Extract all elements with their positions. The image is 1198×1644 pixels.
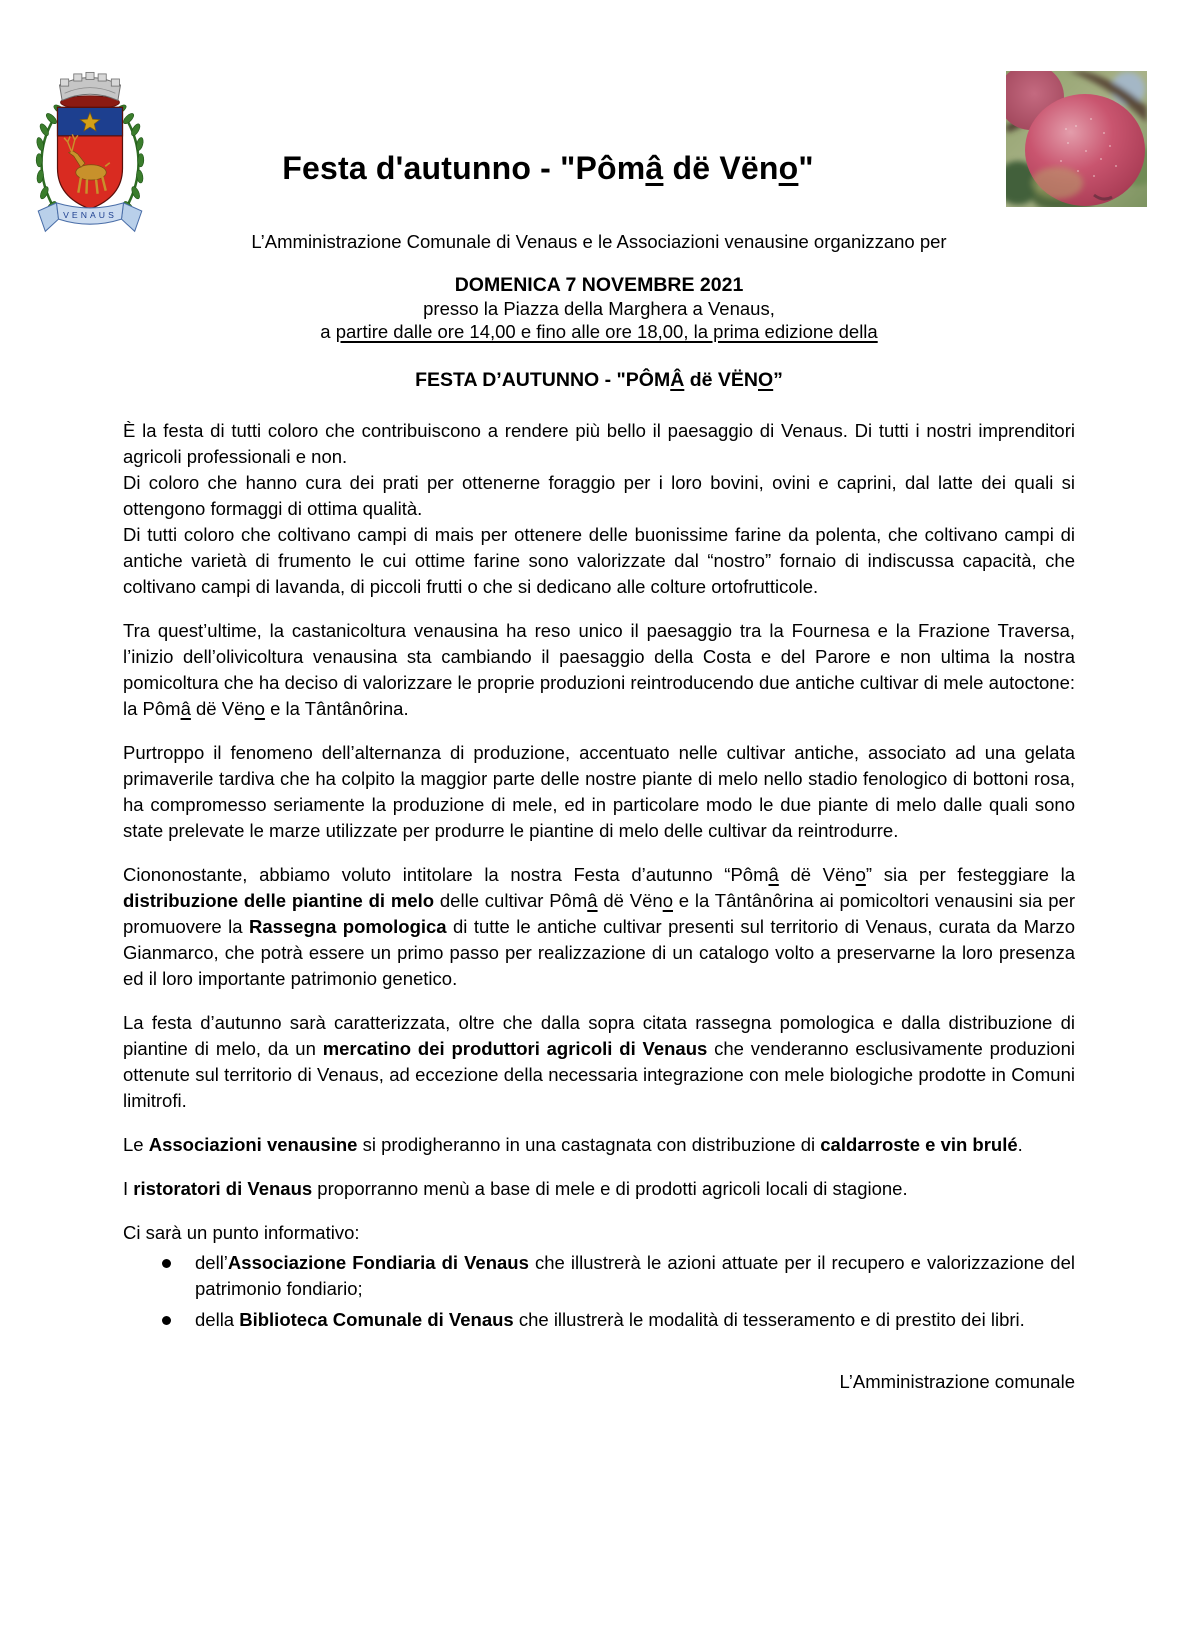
paragraph-3: Purtroppo il fenomeno dell’alternanza di produzione, accentuato nelle cultivar antiche, associato ad una gelata primaverile tardiva che ha colpito la maggior parte delle nostre piante di melo nello stadio fenologico di bottoni rosa, ha compromesso seriamente la produzione di mele, ed in particolare modo le due piante di melo dalle quali sono state prelevate le marze utilizzate per produrre le piantine di melo delle cultivar da reintrodurre. — [123, 742, 1075, 841]
info-point-intro: Ci sarà un punto informativo: — [123, 1222, 360, 1243]
venaus-coat-of-arms-logo — [24, 58, 156, 234]
bullet-text: della Biblioteca Comunale di Venaus che illustrerà le modalità di tesseramento e di prestito dei libri. — [195, 1309, 1025, 1330]
mural-crown-icon — [60, 72, 121, 109]
bullet-dot — [162, 1259, 171, 1268]
paragraph-1: È la festa di tutti coloro che contribuiscono a rendere più bello il paesaggio di Venaus. Di tutti i nostri imprenditori agricoli professionali e non. Di coloro che hanno cura dei prati per ottenerne foraggio per i loro bovini, ovini e caprini, dal latte dei quali si ottengono formaggi di ottima qualità. Di tutti coloro che coltivano campi di mais per ottenere delle buonissime farine da polenta, che coltivano campi di antiche varietà di frumento le cui ottime farine sono valorizzate dal “nostro” fornaio di indiscussa capacità, che coltivano campi di lavanda, di piccoli frutti o che si dedicano alle colture ortofrutticole. — [123, 420, 1075, 597]
bullet-list — [123, 1250, 1075, 1333]
logo-banner-text: VENAUS — [63, 210, 117, 221]
paragraph-2: Tra quest’ultime, la castanicoltura venausina ha reso unico il paesaggio tra la Fournesa e la Frazione Traversa, l’inizio dell’olivicoltura venausina sta cambiando il paesaggio della Costa e del Parore e non ultima la nostra pomicoltura che ha deciso di valorizzare le proprie produzioni reintroducendo due antiche cultivar di mele autoctone: la Pômâ dë Vëno e la Tântânôrina. — [123, 620, 1075, 719]
event-time: a partire dalle ore 14,00 e fino alle ore 18,00, la prima edizione della — [320, 321, 878, 342]
bullet-dot — [162, 1316, 171, 1325]
paragraph-6: Le Associazioni venausine si prodigheranno in una castagnata con distribuzione di caldarroste e vin brulé. — [123, 1134, 1023, 1155]
paragraph-5: La festa d’autunno sarà caratterizzata, oltre che dalla sopra citata rassegna pomologica e dalla distribuzione di piantine di melo, da un mercatino dei produttori agricoli di Venaus che venderanno esclusivamente produzioni ottenute sul territorio di Venaus, ad eccezione della necessaria integrazione con mele biologiche prodotte in Comuni limitrofi. — [123, 1012, 1075, 1111]
body-text — [123, 418, 1075, 1395]
event-block — [123, 274, 1075, 392]
page-title: Festa d'autunno - "Pômâ dë Vëno" — [282, 150, 814, 186]
event-date: DOMENICA 7 NOVEMBRE 2021 — [454, 274, 744, 296]
document-content — [123, 230, 1075, 1395]
event-location: presso la Piazza della Marghera a Venaus, — [423, 298, 775, 319]
bullet-item-1 — [162, 1250, 1075, 1302]
bullet-item-2 — [162, 1307, 1075, 1333]
event-name: FESTA D’AUTUNNO - "PÔMÂ dë VËNO” — [415, 369, 783, 391]
paragraph-7: I ristoratori di Venaus proporranno menù a base di mele e di prodotti agricoli locali di stagione. — [123, 1178, 908, 1199]
subtitle: L’Amministrazione Comunale di Venaus e le Associazioni venausine organizzano per — [251, 231, 947, 252]
bullet-text: dell’Associazione Fondiaria di Venaus che illustrerà le azioni attuate per il recupero e valorizzazione del patrimonio fondiario; — [195, 1252, 1075, 1299]
paragraph-4: Ciononostante, abbiamo voluto intitolare la nostra Festa d’autunno “Pômâ dë Vëno” sia per festeggiare la distribuzione delle piantine di melo delle cultivar Pômâ dë Vëno e la Tântânôrina ai pomicoltori venausini sia per promuovere la Rassegna pomologica di tutte le antiche cultivar presenti sul territorio di Venaus, curata da Marzo Gianmarco, che potrà essere un primo passo per realizzazione di un catalogo volto a preservarne la loro presenza ed il loro importante patrimonio genetico. — [123, 864, 1075, 989]
closing-signature: L’Amministrazione comunale — [839, 1371, 1075, 1392]
apple-photo — [1006, 71, 1147, 207]
